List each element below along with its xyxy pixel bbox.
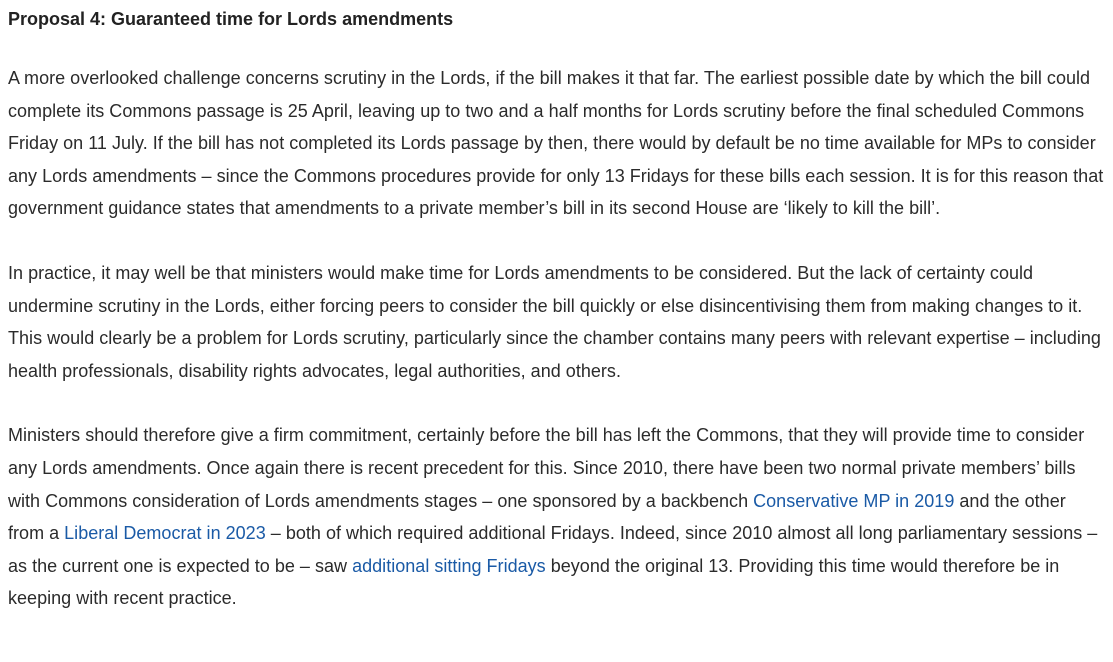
- section-heading: Proposal 4: Guaranteed time for Lords amendments: [8, 9, 454, 29]
- paragraph-text: and the other from a: [8, 490, 1066, 544]
- paragraph-text: – both of which required additional Fridays. Indeed, since 2010 almost all long parliamentary sessions – as the current one is expected to be – saw: [8, 523, 1098, 576]
- link-additional-sitting-fridays[interactable]: additional sitting Fridays: [352, 555, 546, 576]
- paragraph-lords-scrutiny: A more overlooked challenge concerns scrutiny in the Lords, if the bill makes it that far. The earliest possible date by which the bill could complete its Commons passage is 25 April, leaving up to two and a half months for Lords scrutiny before the final scheduled Commons Friday on 11 July. If the bill has not completed its Lords passage by then, there would by default be no time available for MPs to consider any Lords amendments – since the Commons procedures provide for only 13 Fridays for these bills each session. It is for this reason that government guidance states that amendments to a private member’s bill in its second House are ‘likely to kill the bill’.: [8, 68, 1104, 219]
- paragraph-text: beyond the original 13. Providing this time would therefore be in keeping with recent practice.: [8, 555, 1060, 609]
- paragraph-text: Ministers should therefore give a firm commitment, certainly before the bill has left the Commons, that they will provide time to consider any Lords amendments. Once again there is recent precedent for this. Since 2010, there have been two normal private members’ bills with Commons consideration of Lords amendments stages – one sponsored by a backbench: [8, 425, 1085, 511]
- link-conservative-mp-2019[interactable]: Conservative MP in 2019: [753, 490, 955, 511]
- paragraph-commitment: [8, 419, 1105, 615]
- link-liberal-democrat-2023[interactable]: Liberal Democrat in 2023: [64, 523, 266, 544]
- paragraph-ministers-time: In practice, it may well be that ministers would make time for Lords amendments to be considered. But the lack of certainty could undermine scrutiny in the Lords, either forcing peers to consider the bill quickly or else disincentivising them from making changes to it. This would clearly be a problem for Lords scrutiny, particularly since the chamber contains many peers with relevant expertise – including health professionals, disability rights advocates, legal authorities, and others.: [8, 262, 1101, 381]
